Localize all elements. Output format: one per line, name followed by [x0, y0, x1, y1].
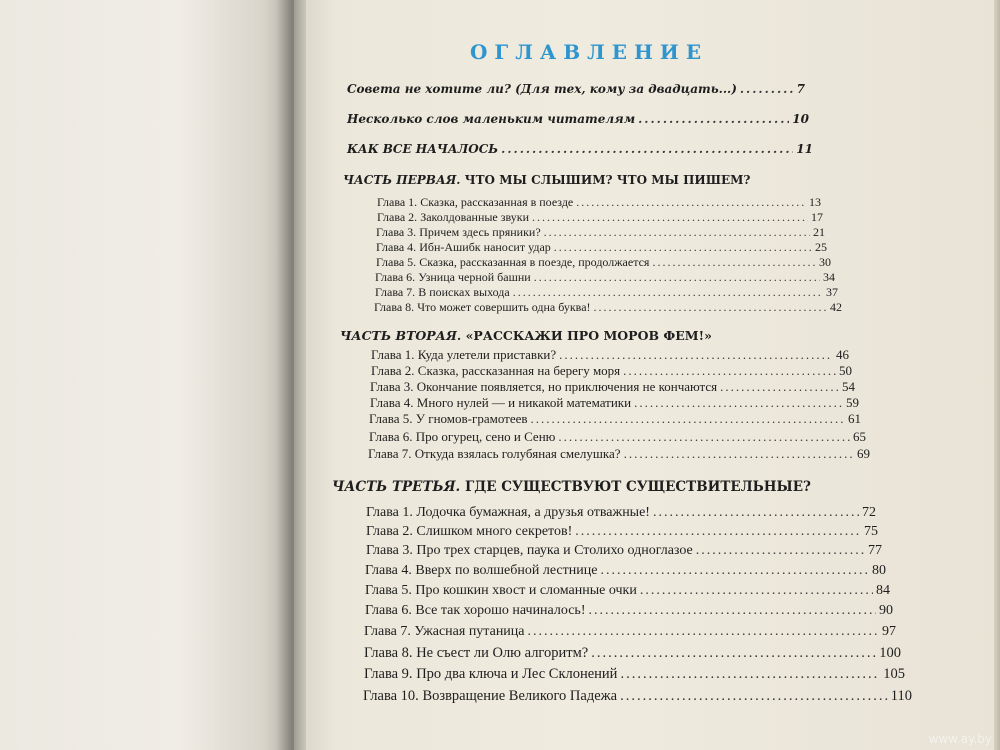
part-title: ГДЕ СУЩЕСТВУЮТ СУЩЕСТВИТЕЛЬНЫЕ?	[464, 479, 811, 495]
chapter-row	[365, 583, 890, 599]
watermark: www.ay.by	[928, 732, 992, 746]
chapter-number: Глава 4.	[365, 563, 412, 578]
chapter-number: Глава 8.	[374, 300, 415, 314]
leader-dots	[513, 285, 823, 300]
chapter-page: 69	[857, 446, 870, 461]
toc-entry-text: Несколько слов маленьким читателям	[347, 112, 636, 126]
leader-dots	[575, 524, 861, 540]
leader-dots	[594, 300, 827, 315]
page-edge	[994, 0, 1000, 750]
leader-dots	[532, 210, 808, 225]
chapter-page: 46	[836, 347, 849, 362]
chapter-number: Глава 5.	[369, 411, 413, 426]
leader-dots	[620, 688, 888, 705]
chapter-number: Глава 6.	[375, 270, 416, 284]
part-label: ЧАСТЬ ПЕРВАЯ.	[343, 173, 461, 187]
chapter-row	[369, 411, 861, 427]
leader-dots	[528, 624, 879, 640]
leader-dots	[544, 225, 810, 240]
chapter-row	[376, 255, 831, 270]
chapter-number: Глава 7.	[375, 285, 416, 299]
chapter-title: Узница черной башни	[418, 270, 531, 284]
leader-dots	[591, 645, 876, 662]
chapter-row	[376, 240, 827, 255]
chapter-row	[371, 363, 852, 379]
chapter-number: Глава 6.	[369, 429, 413, 444]
chapter-page: 61	[848, 411, 861, 426]
chapter-number: Глава 4.	[370, 395, 414, 410]
leader-dots	[559, 347, 833, 363]
leader-dots	[634, 395, 843, 411]
book-gutter	[276, 0, 306, 750]
chapter-row	[370, 395, 859, 411]
chapter-row	[377, 195, 821, 210]
chapter-number: Глава 5.	[365, 583, 412, 598]
chapter-page: 105	[883, 666, 905, 682]
leader-dots	[531, 411, 845, 427]
leader-dots	[624, 446, 854, 462]
chapter-number: Глава 10.	[363, 688, 419, 704]
chapter-title: Ужасная путаница	[414, 624, 525, 639]
chapter-row	[371, 347, 849, 363]
chapter-title: Ибн-Ашибк наносит удар	[419, 240, 551, 254]
chapter-number: Глава 8.	[364, 645, 413, 661]
chapter-title: Про два ключа и Лес Склонений	[416, 666, 618, 682]
leader-dots	[652, 255, 816, 270]
chapter-number: Глава 4.	[376, 240, 417, 254]
chapter-page: 100	[879, 645, 901, 661]
leader-dots	[620, 666, 880, 683]
chapter-row	[375, 285, 838, 300]
chapter-title: Куда улетели приставки?	[417, 347, 557, 362]
toc-entry-page: 10	[792, 112, 809, 126]
leader-dots	[554, 240, 812, 255]
part-label: ЧАСТЬ ТРЕТЬЯ.	[332, 479, 461, 495]
chapter-title: Много нулей — и никакой математики	[416, 395, 632, 410]
leader-dots	[720, 379, 839, 395]
chapter-number: Глава 3.	[366, 543, 413, 558]
chapter-title: У гномов-грамотеев	[415, 411, 528, 426]
toc-entry-page: 7	[796, 82, 805, 96]
leader-dots	[600, 563, 869, 579]
leader-dots	[623, 363, 836, 379]
chapter-number: Глава 9.	[364, 666, 413, 682]
chapter-row	[363, 688, 912, 705]
chapter-title: В поисках выхода	[418, 285, 510, 299]
chapter-page: 65	[853, 429, 866, 444]
chapter-row	[375, 270, 835, 285]
chapter-title: Про огурец, сено и Сеню	[415, 429, 556, 444]
leader-dots	[576, 195, 806, 210]
chapter-title: Про трех старцев, паука и Столихо одноглазое	[416, 543, 693, 558]
chapter-title: Слишком много секретов!	[416, 524, 573, 539]
chapter-number: Глава 3.	[376, 225, 417, 239]
leader-dots	[640, 583, 873, 599]
chapter-number: Глава 7.	[364, 624, 411, 639]
leader-dots	[534, 270, 820, 285]
chapter-page: 75	[864, 524, 878, 539]
chapter-row	[366, 543, 882, 559]
chapter-title: Окончание появляется, но приключения не кончаются	[416, 379, 718, 394]
part-heading	[340, 328, 712, 343]
chapter-row	[364, 666, 905, 683]
part-heading	[332, 479, 811, 495]
part-heading	[343, 173, 750, 187]
chapter-title: Сказка, рассказанная в поезде	[420, 195, 574, 209]
chapter-page: 72	[862, 505, 876, 520]
chapter-page: 21	[813, 225, 825, 239]
leader-dots	[696, 543, 865, 559]
chapter-row	[366, 505, 876, 521]
chapter-page: 37	[826, 285, 838, 299]
chapter-title: Что может совершить одна буква!	[417, 300, 591, 314]
part-label: ЧАСТЬ ВТОРАЯ.	[340, 328, 462, 343]
chapter-row	[374, 300, 842, 315]
chapter-row	[366, 524, 878, 540]
chapter-page: 84	[876, 583, 890, 598]
part-title: ЧТО МЫ СЛЫШИМ? ЧТО МЫ ПИШЕМ?	[464, 173, 751, 187]
toc-entry-text: Совета не хотите ли? (Для тех, кому за двадцать...)	[347, 82, 737, 96]
chapter-row	[376, 225, 825, 240]
chapter-page: 77	[868, 543, 882, 558]
chapter-page: 30	[819, 255, 831, 269]
chapter-title: Откуда взялась голубяная смелушка?	[414, 446, 621, 461]
toc-entry-text: КАК ВСЕ НАЧАЛОСЬ	[347, 142, 499, 156]
chapter-page: 97	[882, 624, 896, 639]
toc-entry-beginning	[347, 142, 813, 156]
chapter-number: Глава 2.	[366, 524, 413, 539]
chapter-title: Сказка, рассказанная на берегу моря	[417, 363, 621, 378]
chapter-title: Про кошкин хвост и сломанные очки	[415, 583, 637, 598]
chapter-title: Лодочка бумажная, а друзья отважные!	[416, 505, 650, 520]
leader-dots	[653, 505, 859, 521]
leader-dots	[638, 112, 789, 126]
chapter-title: Причем здесь пряники?	[419, 225, 541, 239]
chapter-title: Возвращение Великого Падежа	[422, 688, 618, 704]
toc-entry-few-words	[347, 112, 809, 126]
chapter-page: 13	[809, 195, 821, 209]
chapter-title: Все так хорошо начиналось!	[415, 603, 586, 618]
chapter-row	[365, 603, 893, 619]
chapter-row	[365, 563, 886, 579]
toc-title: ОГЛАВЛЕНИЕ	[470, 40, 709, 64]
chapter-number: Глава 1.	[377, 195, 418, 209]
chapter-page: 90	[879, 603, 893, 618]
chapter-page: 34	[823, 270, 835, 284]
chapter-title: Не съест ли Олю алгоритм?	[416, 645, 589, 661]
chapter-number: Глава 7.	[368, 446, 412, 461]
toc-entry-advice	[347, 82, 805, 96]
chapter-row	[377, 210, 823, 225]
chapter-number: Глава 5.	[376, 255, 417, 269]
leader-dots	[501, 142, 793, 156]
chapter-page: 42	[830, 300, 842, 314]
chapter-page: 59	[846, 395, 859, 410]
chapter-title: Сказка, рассказанная в поезде, продолжается	[419, 255, 650, 269]
chapter-row	[364, 645, 901, 662]
chapter-page: 17	[811, 210, 823, 224]
chapter-number: Глава 3.	[370, 379, 414, 394]
chapter-title: Заколдованные звуки	[420, 210, 529, 224]
chapter-page: 80	[872, 563, 886, 578]
leader-dots	[558, 429, 850, 445]
chapter-row	[370, 379, 855, 395]
chapter-number: Глава 2.	[377, 210, 418, 224]
leader-dots	[588, 603, 876, 619]
chapter-row	[368, 446, 870, 462]
leader-dots	[740, 82, 794, 96]
chapter-number: Глава 1.	[366, 505, 413, 520]
left-book-page	[0, 0, 300, 750]
part-title: «РАССКАЖИ ПРО МОРОВ ФЕМ!»	[465, 328, 712, 343]
chapter-page: 50	[839, 363, 852, 378]
chapter-row	[364, 624, 896, 640]
chapter-page: 25	[815, 240, 827, 254]
chapter-row	[369, 429, 866, 445]
toc-entry-page: 11	[796, 142, 813, 156]
chapter-title: Вверх по волшебной лестнице	[415, 563, 598, 578]
chapter-number: Глава 6.	[365, 603, 412, 618]
chapter-page: 54	[842, 379, 855, 394]
chapter-number: Глава 1.	[371, 347, 415, 362]
chapter-number: Глава 2.	[371, 363, 415, 378]
chapter-page: 110	[890, 688, 912, 704]
